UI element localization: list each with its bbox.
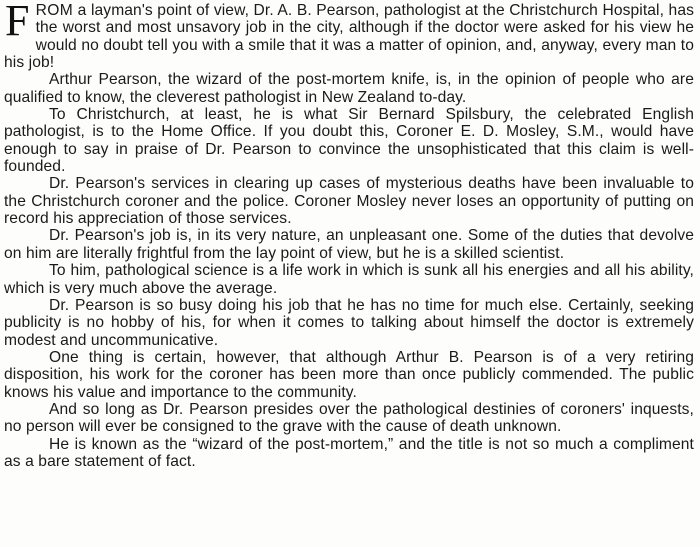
article-paragraph-2 [4,71,694,106]
paragraph-text: a layman's point of view, Dr. A. B. Pearson, pathologist at the Christchurch Hospital, has the worst and most unsavory job in the city, although if the doctor were asked for his view he would no doubt tell you with a smile that it was a matter of opinion, and, anyway, every man to his job! [4,2,694,72]
paragraph-text: To him, pathological science is a life work in which is sunk all his energies and all his ability, which is very much above the average. [4,262,694,297]
paragraph-text: To Christchurch, at least, he is what Sir Bernard Spilsbury, the celebrated English pathologist, is to the Home Office. If you doubt this, Coroner E. D. Mosley, S.M., would have enough to say in praise of Dr. Pearson to convince the unsophisticated that this claim is well-founded. [4,106,694,176]
paragraph-text: Arthur Pearson, the wizard of the post-mortem knife, is, in the opinion of people who are qualified to know, the cleverest pathologist in New Zealand to-day. [4,71,694,106]
article-column [4,2,694,470]
article-paragraph-10 [4,436,694,471]
article-paragraph-9 [4,401,694,436]
paragraph-text: Dr. Pearson's services in clearing up cases of mysterious deaths have been invaluable to the Christchurch coroner and the police. Coroner Mosley never loses an opportunity of putting on record his appreciation of those services. [4,175,694,228]
paragraph-text: Dr. Pearson's job is, in its very nature, an unpleasant one. Some of the duties that devolve on him are literally frightful from the lay point of view, but he is a skilled scientist. [4,227,694,262]
article-paragraph-5 [4,227,694,262]
article-paragraph-6 [4,262,694,297]
article-paragraph-3 [4,106,694,175]
article-paragraph-1 [4,2,694,71]
paragraph-text: One thing is certain, however, that although Arthur B. Pearson is of a very retiring disposition, his work for the coroner has been more than once publicly commended. The public knows his value and importance to the community. [4,348,694,401]
drop-cap: F [5,0,30,45]
paragraph-text: Dr. Pearson is so busy doing his job that he has no time for much else. Certainly, seeking publicity is no hobby of his, for when it comes to talking about himself the doctor is extremely modest and uncommunicative. [4,296,694,349]
article-paragraph-4 [4,175,694,227]
lead-word-rest: ROM [35,2,74,19]
article-paragraph-7 [4,297,694,349]
paragraph-text: He is known as the “wizard of the post-mortem,” and the title is not so much a compliment as a bare statement of fact. [4,435,694,470]
article-paragraph-8 [4,349,694,401]
paragraph-text: And so long as Dr. Pearson presides over the pathological destinies of coroners' inquests, no person will ever be consigned to the grave with the cause of death unknown. [4,400,694,436]
